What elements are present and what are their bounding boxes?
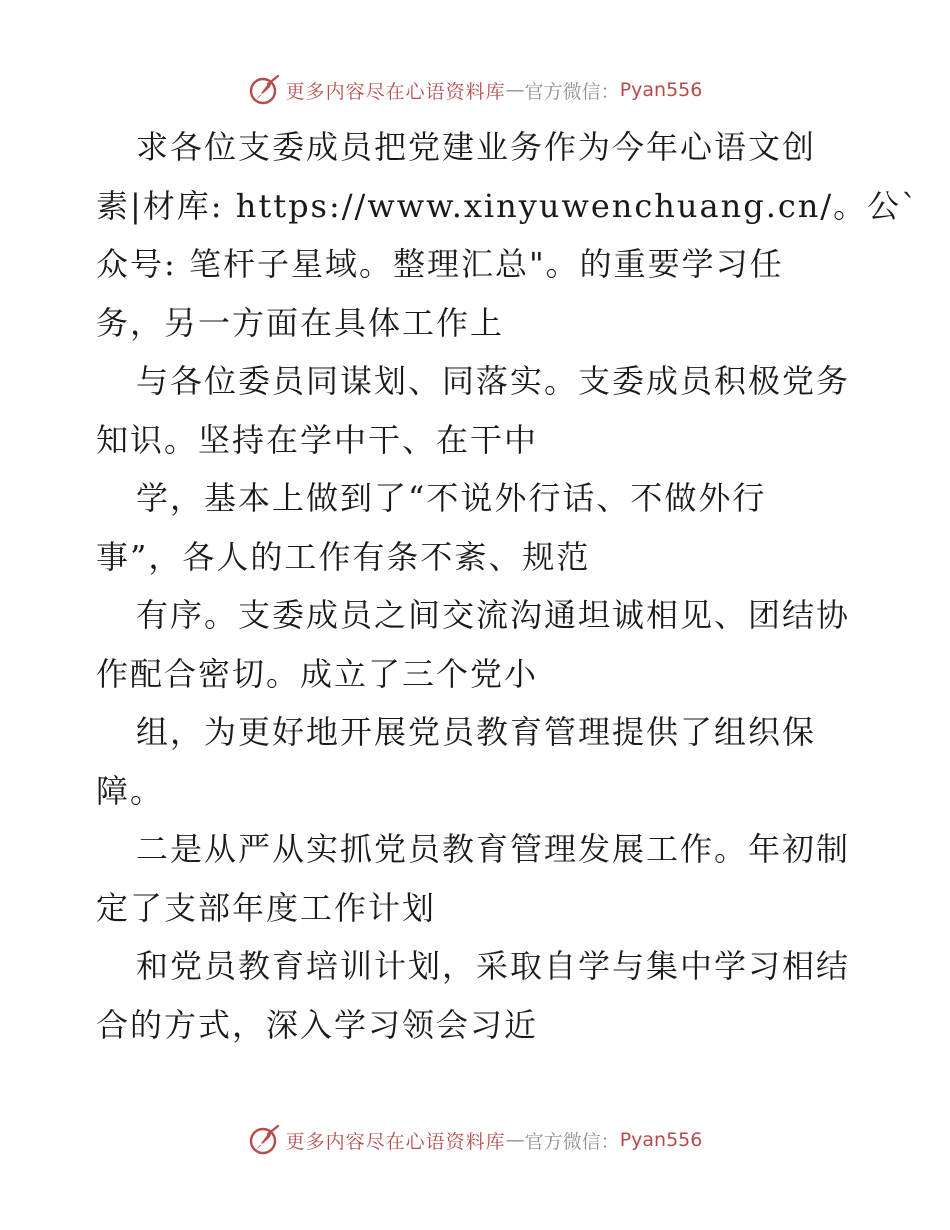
text-line: 定了支部年度工作计划: [96, 888, 437, 927]
quill-pen-logo-icon: [248, 73, 282, 107]
text-line: 作配合密切。成立了三个党小: [96, 654, 539, 693]
text-line: 与各位委员同谋划、同落实。支委成员积极党务: [136, 362, 851, 400]
text-line: 事”，各人的工作有条不紊、规范: [96, 537, 591, 576]
text-line: 合的方式，深入学习领会习近: [96, 1005, 539, 1044]
text-line: 素|材库: https://www.xinyuwenchuang.cn/。公`: [96, 186, 920, 225]
header-banner: [0, 70, 950, 110]
banner-wechat-label: 官方微信：: [524, 1130, 620, 1153]
banner-main-text: 更多内容尽在心语资料库: [285, 80, 506, 103]
text-line: 组，为更好地开展党员教育管理提供了组织保: [136, 713, 817, 751]
banner-dash: —: [505, 79, 525, 101]
text-line: 务，另一方面在具体工作上: [96, 303, 505, 342]
text-line: 和党员教育培训计划，采取自学与集中学习相结: [136, 947, 851, 985]
text-line: 学，基本上做到了“不说外行话、不做外行: [136, 479, 767, 517]
text-line: 求各位支委成员把党建业务作为今年心语文创: [136, 128, 817, 166]
banner-dash: —: [505, 1129, 525, 1151]
document-body: [96, 118, 920, 1054]
text-line: 障。: [96, 771, 165, 810]
footer-banner: [0, 1120, 950, 1160]
quill-pen-logo-icon: [248, 1123, 282, 1157]
banner-wechat-label: 官方微信：: [524, 80, 620, 103]
banner-wechat-id: Pyan556: [619, 1129, 703, 1151]
text-line: 有序。支委成员之间交流沟通坦诚相见、团结协: [136, 596, 851, 634]
text-line: 二是从严从实抓党员教育管理发展工作。年初制: [136, 830, 851, 868]
banner-main-text: 更多内容尽在心语资料库: [285, 1130, 506, 1153]
text-line: 知识。坚持在学中干、在干中: [96, 420, 539, 459]
banner-wechat-id: Pyan556: [619, 79, 703, 101]
text-line: 众号: 笔杆子星域。整理汇总"。的重要学习任: [96, 245, 784, 283]
